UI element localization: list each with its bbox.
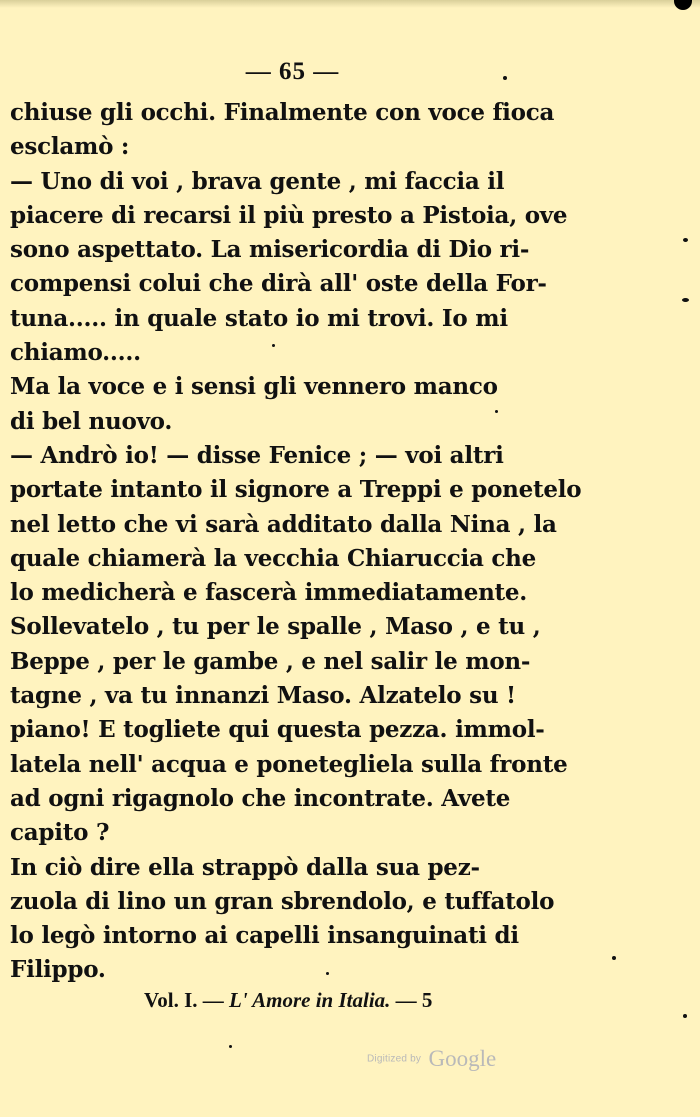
- text-line: capito ?: [10, 819, 110, 847]
- text-line: chiuse gli occhi. Finalmente con voce fioca: [10, 99, 555, 126]
- text-line: di bel nuovo.: [10, 407, 173, 435]
- footer-title: L' Amore in Italia.: [229, 988, 391, 1012]
- text-line: piano! E togliete qui questa pezza. immol-: [10, 716, 545, 744]
- footer-volume: Vol. I. —: [144, 988, 224, 1012]
- ink-speck: [612, 956, 616, 960]
- text-line: chiamo.....: [10, 339, 141, 367]
- ink-speck: [229, 1045, 232, 1048]
- text-line: compensi colui che dirà all' oste della For-: [10, 270, 547, 298]
- text-line: nel letto che vi sarà additato dalla Nina , la: [10, 510, 557, 538]
- page-number: — 65 —: [245, 58, 340, 85]
- corner-scan-mark: [674, 0, 692, 10]
- text-line: portate intanto il signore a Treppi e ponetelo: [10, 476, 582, 504]
- ink-speck: [683, 238, 688, 242]
- text-line: latela nell' acqua e ponetegliela sulla fronte: [10, 750, 568, 778]
- text-line: Ma la voce e i sensi gli vennero manco: [10, 373, 498, 401]
- text-line: esclamò :: [10, 133, 130, 161]
- page-top-edge: [0, 0, 700, 8]
- digitized-watermark: [367, 1046, 496, 1072]
- text-line: zuola di lino un gran sbrendolo, e tuffatolo: [10, 887, 555, 915]
- text-line: quale chiamerà la vecchia Chiaruccia che: [10, 544, 536, 572]
- text-line: lo legò intorno ai capelli insanguinati di: [10, 922, 519, 950]
- text-line: ad ogni rigagnolo che incontrate. Avete: [10, 784, 511, 812]
- body-text: [10, 96, 582, 988]
- text-line: In ciò dire ella strappò dalla sua pez-: [10, 853, 480, 881]
- text-line: Sollevatelo , tu per le spalle , Maso , e tu ,: [10, 613, 541, 641]
- text-line: — Andrò io! — disse Fenice ; — voi altri: [10, 441, 504, 469]
- text-line: Beppe , per le gambe , e nel salir le mon-: [10, 647, 531, 675]
- text-line: lo medicherà e fascerà immediatamente.: [10, 579, 528, 607]
- text-line: — Uno di voi , brava gente , mi faccia il: [10, 167, 505, 195]
- text-line: piacere di recarsi il più presto a Pistoia, ove: [10, 201, 568, 229]
- signature-footer: [144, 985, 432, 1015]
- ink-speck: [683, 1014, 687, 1018]
- text-line: tagne , va tu innanzi Maso. Alzatelo su !: [10, 682, 516, 710]
- text-line: sono aspettato. La misericordia di Dio ri-: [10, 236, 530, 264]
- ink-speck: [682, 298, 689, 302]
- watermark-prefix: Digitized by: [367, 1053, 422, 1065]
- footer-signature: — 5: [395, 988, 433, 1012]
- text-line: tuna..... in quale stato io mi trovi. Io mi: [10, 304, 508, 332]
- google-logo-text: Google: [428, 1046, 497, 1071]
- text-line: Filippo.: [10, 956, 106, 984]
